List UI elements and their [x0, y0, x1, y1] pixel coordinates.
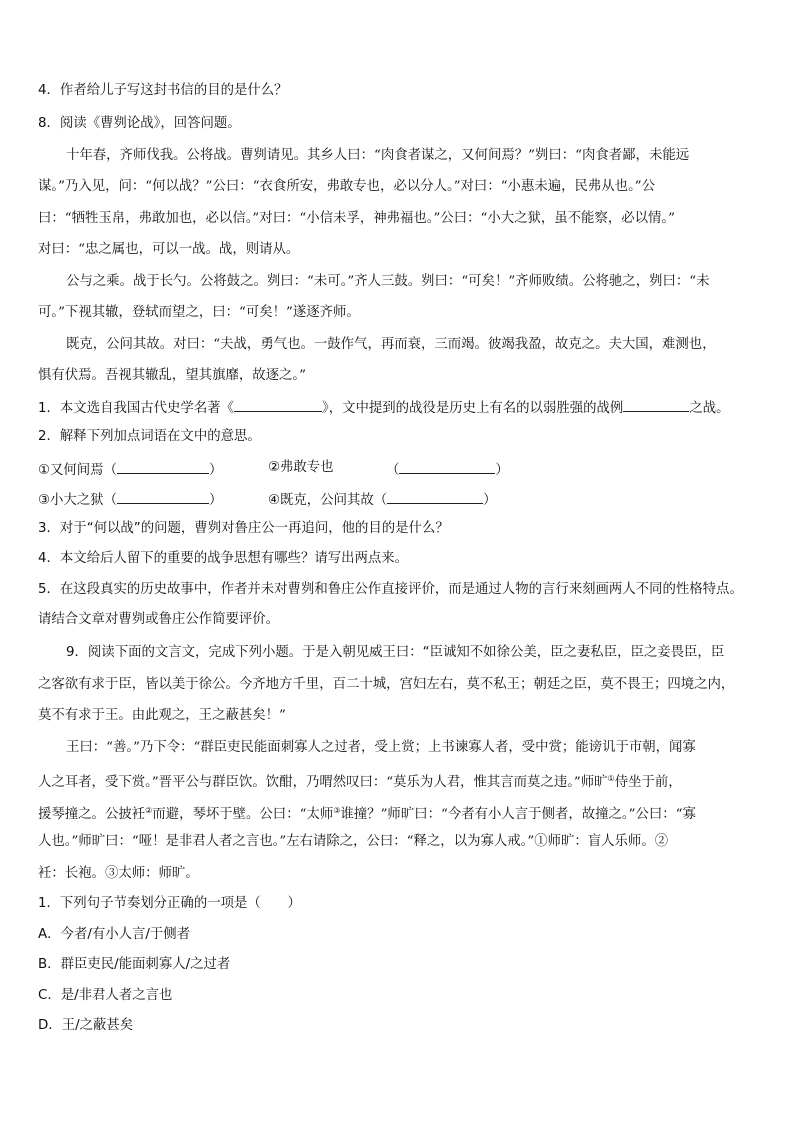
- passage-line: 可。”下视其辙，登轼而望之，曰：“可矣！”遂逐齐师。: [38, 305, 360, 320]
- close-paren: ）: [495, 463, 509, 478]
- passage-line: 之客欲有求于臣，皆以美于徐公。今齐地方千里，百二十城，宫妇左右，莫不私王；朝廷之臣，莫不畏王；四境之内，: [38, 677, 735, 692]
- sub-question-5: 5．在这段真实的历史故事中，作者并未对曹刿和鲁庄公作直接评价，而是通过人物的言行来刻画两人不同的性格特点。: [38, 582, 743, 597]
- sub-question-2: 2．解释下列加点词语在文中的意思。: [38, 429, 261, 444]
- passage-line: [38, 769, 758, 793]
- passage-text: 谁撞？”师旷曰：“今者有小人言于侧者，故撞之。”公曰：“寡: [340, 807, 696, 822]
- passage-line: 既克，公问其故。对曰：“夫战，勇气也。一鼓作气，再而衰，三而竭。彼竭我盈，故克之。夫大国，难测也，: [66, 337, 716, 352]
- passage-line: 曰：“牺牲玉帛，弗敢加也，必以信。”对曰：“小信未孚，神弗福也。”公曰：“小大之狱，虽不能察，必以情。”: [38, 211, 675, 226]
- passage-line: 对曰：“忠之属也，可以一战。战，则请从。: [38, 242, 300, 257]
- passage-line: 衽：长袍。③太师：师旷。: [38, 866, 199, 881]
- option-b[interactable]: B．群臣吏民/能面刺寡人/之过者: [38, 957, 231, 972]
- word-4-blank[interactable]: [387, 488, 483, 504]
- sub-question-4: 4．本文给后人留下的重要的战争思想有哪些？请写出两点来。: [38, 551, 409, 566]
- passage-line: [38, 801, 758, 825]
- sub-question-1-text-b: 》，文中提到的战役是历史上有名的以弱胜强的战例: [322, 401, 624, 416]
- question-8-header: 8．阅读《曹刿论战》，回答问题。: [38, 116, 241, 131]
- passage-text: 而避，琴坏于壁。公曰：“太师: [152, 807, 334, 822]
- word-item-2: [268, 458, 334, 478]
- sub-question-9-1: 1．下列句子节奏划分正确的一项是（ ）: [38, 896, 301, 911]
- sub-question-1-text-a: 1．本文选自我国古代史学名著《: [38, 401, 234, 416]
- word-item-3-label: ③小大之狱（: [38, 493, 117, 508]
- battle-name-blank[interactable]: [623, 396, 689, 412]
- passage-text: 侍坐于前，: [614, 775, 682, 790]
- open-paren: （: [386, 463, 400, 478]
- question-4-prompt: 4．作者给儿子写这封书信的目的是什么？: [38, 83, 288, 98]
- passage-line: 人也。”师旷曰：“哑！是非君人者之言也。”左右请除之，公曰：“释之，以为寡人戒。”①师旷：盲人乐师。②: [38, 834, 669, 849]
- passage-line: 公与之乘。战于长勺。公将鼓之。刿曰：“未可。”齐人三鼓。刿曰：“可矣！”齐师败绩。公将驰之，刿曰：“未: [66, 274, 710, 289]
- word-item-4-label: ④既克，公问其故（: [268, 493, 388, 508]
- sub-question-5-cont: 请结合文章对曹刿或鲁庄公作简要评价。: [38, 612, 280, 627]
- word-item-2-answer: [386, 458, 509, 481]
- word-item-4: [268, 488, 497, 511]
- footnote-marker: ③: [333, 806, 341, 815]
- word-2-blank[interactable]: [399, 458, 495, 474]
- close-paren: ）: [483, 493, 497, 508]
- sub-question-3: 3．对于“何以战”的问题，曹刿对鲁庄公一再追问，他的目的是什么？: [38, 521, 449, 536]
- book-title-blank[interactable]: [234, 396, 322, 412]
- passage-text: 人之耳者，受下赏。”晋平公与群臣饮。饮酣，乃喟然叹曰：“莫乐为人君，惟其言而莫之违。”师旷: [38, 775, 608, 790]
- sub-question-1: [38, 396, 758, 419]
- word-item-2-label: ②弗敢专也: [268, 460, 334, 475]
- word-3-blank[interactable]: [117, 488, 209, 504]
- passage-line: 王曰：“善。”乃下令：“群臣吏民能面刺寡人之过者，受上赏；上书谏寡人者，受中赏；能谤讥于市朝，闻寡: [66, 740, 696, 755]
- option-a[interactable]: A．今者/有小人言/于侧者: [38, 927, 191, 942]
- passage-line: 十年春，齐师伐我。公将战。曹刿请见。其乡人曰：“肉食者谋之，又何间焉？”刿曰：“肉食者鄙，未能远: [66, 148, 690, 163]
- word-item-1: [38, 458, 222, 481]
- option-c[interactable]: C．是/非君人者之言也: [38, 988, 173, 1003]
- word-item-3: [38, 488, 222, 511]
- sub-question-1-text-c: 之战。: [689, 401, 730, 416]
- close-paren: ）: [208, 463, 223, 478]
- question-9-intro: 9．阅读下面的文言文，完成下列小题。于是入朝见威王曰：“臣诚知不如徐公美，臣之妻私臣，臣之妾畏臣，臣: [66, 645, 725, 660]
- passage-line: 莫不有求于王。由此观之，王之蔽甚矣！”: [38, 708, 286, 723]
- passage-text: 援琴撞之。公披衽: [38, 807, 146, 822]
- word-1-blank[interactable]: [117, 458, 209, 474]
- close-paren: ）: [208, 493, 223, 508]
- option-d[interactable]: D．王/之蔽甚矣: [38, 1018, 134, 1033]
- footnote-marker: ①: [607, 774, 615, 783]
- passage-line: 惧有伏焉。吾视其辙乱，望其旗靡，故逐之。”: [38, 368, 306, 383]
- footnote-marker: ②: [145, 806, 153, 815]
- word-item-1-label: ①又何间焉（: [38, 463, 117, 478]
- passage-line: 谋。”乃入见，问：“何以战？”公曰：“衣食所安，弗敢专也，必以分人。”对曰：“小惠未遍，民弗从也。”公: [38, 179, 656, 194]
